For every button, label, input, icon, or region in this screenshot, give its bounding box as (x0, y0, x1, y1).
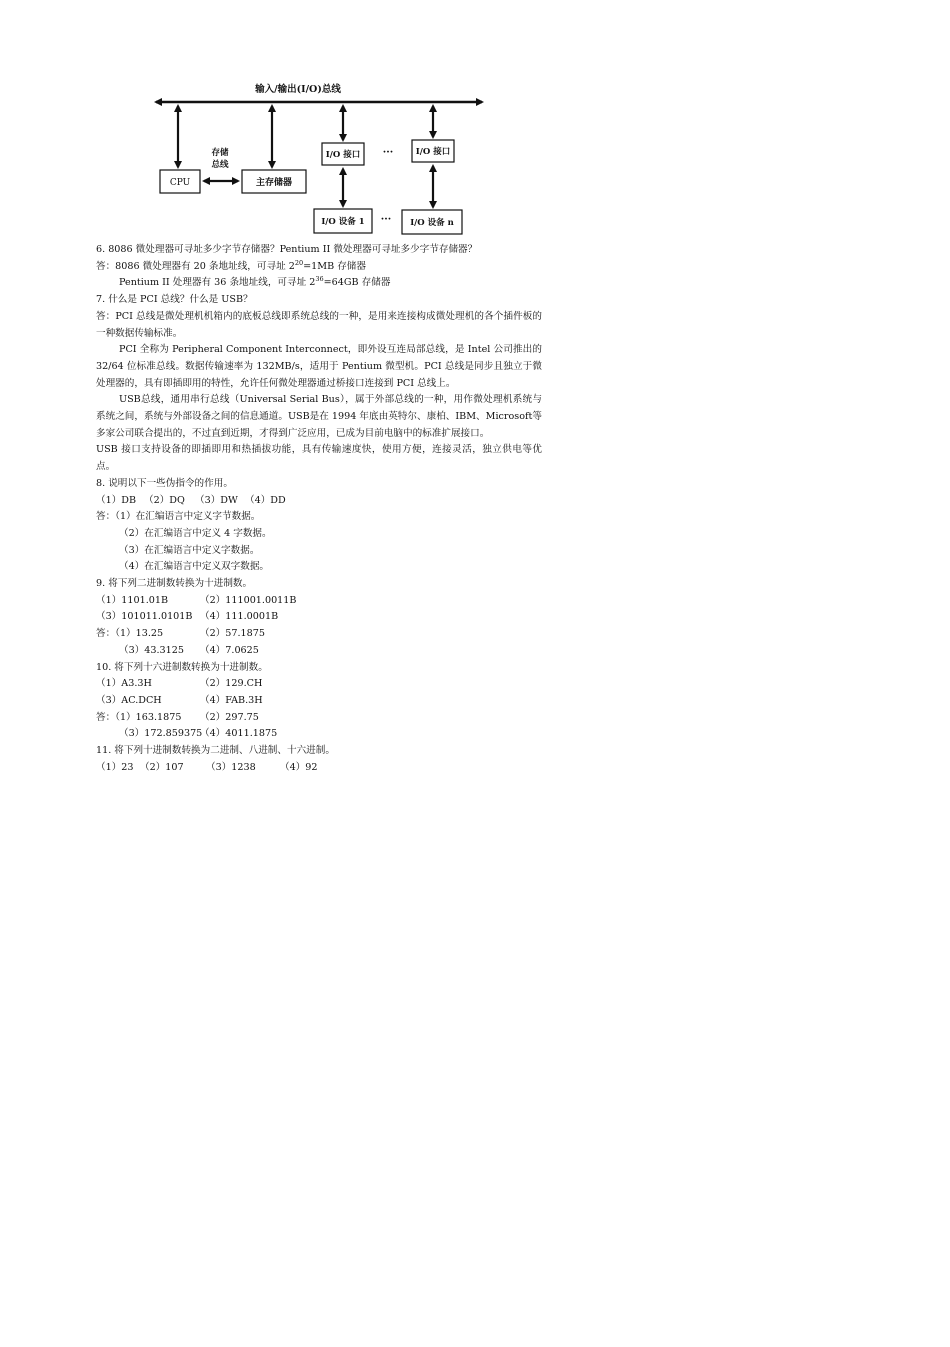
q6-answer-8086-text: 答：8086 微处理器有 20 条地址线，可寻址 2 (96, 260, 295, 272)
q9-answer: 答：（1）13.25 (96, 628, 164, 640)
q8-items (96, 493, 542, 510)
q10-item: （1）A3.3H (96, 678, 152, 690)
q9-answer: （2）57.1875 (200, 628, 265, 640)
q6-answer-8086-exponent: 20 (294, 258, 304, 267)
q9-row-1 (96, 593, 542, 610)
q11-items (96, 760, 542, 777)
io-interface-1-label: I/O 接口 (325, 150, 361, 160)
q11-item: （4）92 (280, 761, 318, 773)
ellipsis-top: ··· (382, 147, 394, 158)
bus-diagram (150, 78, 490, 240)
q10-question: 10. 将下列十六进制数转换为十进制数。 (96, 661, 268, 673)
q6-answer-8086-result: =1MB 存储器 (303, 260, 366, 272)
q9-item: （2）111001.0011B (200, 594, 297, 606)
q10-answer-row-2 (96, 726, 542, 743)
q6-question: 6. 8086 微处理器可寻址多少字节存储器？Pentium II 微处理器可寻址多少字节存储器？ (96, 244, 478, 255)
q6-answer-pentium-text: Pentium II 处理器有 36 条地址线，可寻址 2 (119, 277, 316, 289)
ellipsis-bottom: ··· (380, 214, 392, 225)
q11-item: （2）107 (140, 761, 184, 773)
q8-item: （1）DB (96, 494, 137, 506)
io-device-1-label: I/O 设备 1 (321, 217, 365, 227)
q8-answer-2: （2）在汇编语言中定义 4 字数据。 (119, 527, 272, 539)
q8-item: （3）DW (195, 494, 238, 506)
q10-answer-row-1 (96, 710, 542, 727)
q11-question: 11. 将下列十进制数转换为二进制、八进制、十六进制。 (96, 745, 335, 757)
storage-bus-label-2: 总线 (211, 160, 229, 170)
q9-item: （4）111.0001B (200, 611, 279, 623)
q11-item: （3）1238 (206, 761, 256, 773)
q9-item: （1）1101.01B (96, 594, 169, 606)
q7-answer-paragraph-2: PCI 全称为 Peripheral Component Interconnect，即外设互连局部总线，是 Intel 公司推出的 32/64 位标准总线。数据传输速率为 132MB/s，适用于 Pentium 微型机。PCI 总线是同步且独立于微处理器的，具有即插即用的特性，允许任何微处理器通过桥接口连接到 PCI 总线上。 (96, 344, 542, 389)
q6-answer-pentium (96, 275, 542, 292)
io-interface-2-label: I/O 接口 (415, 147, 451, 157)
q8-item: （2）DQ (144, 494, 185, 506)
q10-answer: 答：（1）163.1875 (96, 711, 182, 723)
q8-answer-4: （4）在汇编语言中定义双字数据。 (119, 561, 270, 573)
q9-row-2 (96, 609, 542, 626)
q10-row-2 (96, 693, 542, 710)
document-text (96, 242, 542, 777)
io-device-n-label: I/O 设备 n (410, 218, 454, 228)
q10-answer: （4）4011.1875 (200, 728, 278, 740)
q6-answer-pentium-result: =64GB 存储器 (323, 277, 391, 289)
q9-answer-row-1 (96, 626, 542, 643)
q9-answer: （4）7.0625 (200, 644, 259, 656)
storage-bus-label-1: 存储 (211, 148, 229, 158)
q9-answer: （3）43.3125 (119, 644, 184, 656)
q10-row-1 (96, 676, 542, 693)
q9-answer-row-2 (96, 643, 542, 660)
q10-item: （2）129.CH (200, 678, 263, 690)
io-bus-label: 输入/输出(I/O)总线 (255, 84, 341, 95)
q6-answer-pentium-exponent: 36 (315, 275, 324, 284)
q10-answer: （2）297.75 (200, 711, 259, 723)
q6-answer-8086 (96, 259, 542, 276)
q7-answer-paragraph-3: USB总线，通用串行总线（Universal Serial Bus），属于外部总线的一种，用作微处理机系统与系统之间，系统与外部设备之间的信息通道。USB是在 1994 年底由英特尔、康柏、IBM、Microsoft等多家公司联合提出的，不过直到近期，才得到广泛应用，已成为目前电脑中的标准扩展接口。 (96, 394, 542, 439)
q8-item: （4）DD (245, 494, 286, 506)
q10-answer: （3）172.859375 (119, 728, 203, 740)
q8-question: 8. 说明以下一些伪指令的作用。 (96, 477, 233, 489)
q10-item: （3）AC.DCH (96, 694, 162, 706)
q8-answer-1: 答：（1）在汇编语言中定义字节数据。 (96, 511, 261, 523)
q7-question: 7. 什么是 PCI 总线？什么是 USB？ (96, 294, 253, 306)
q9-question: 9. 将下列二进制数转换为十进制数。 (96, 578, 253, 590)
q9-item: （3）101011.0101B (96, 611, 193, 623)
q11-item: （1）23 (96, 761, 134, 773)
cpu-label: CPU (169, 178, 191, 188)
memory-label: 主存储器 (255, 178, 293, 188)
q10-item: （4）FAB.3H (200, 694, 263, 706)
q7-answer-paragraph-4: USB 接口支持设备的即插即用和热插拔功能，具有传输速度快，使用方便，连接灵活，独立供电等优点。 (96, 444, 542, 473)
q8-answer-3: （3）在汇编语言中定义字数据。 (119, 544, 260, 556)
q7-answer-paragraph-1: 答：PCI 总线是微处理机机箱内的底板总线即系统总线的一种，是用来连接构成微处理机的各个插件板的一种数据传输标准。 (96, 310, 542, 339)
